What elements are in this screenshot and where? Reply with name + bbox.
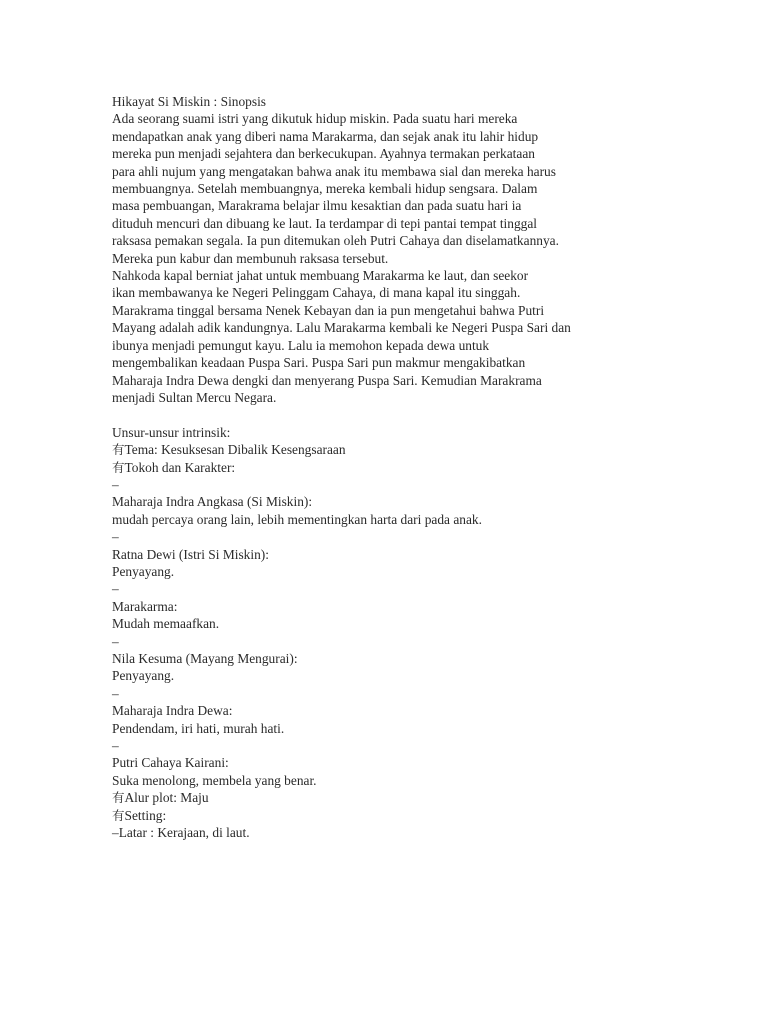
character-trait: Penyayang.	[112, 668, 175, 684]
dash-marker: –	[112, 581, 119, 597]
document-title: Hikayat Si Miskin : Sinopsis	[112, 94, 267, 109]
synopsis-line: ikan membawanya ke Negeri Pelinggam Cahaya, di mana kapal itu singgah.	[112, 285, 521, 301]
character-name: Putri Cahaya Kairani:	[112, 755, 229, 771]
synopsis-line: para ahli nujum yang mengatakan bahwa anak itu membawa sial dan mereka harus	[112, 163, 556, 179]
character-name: Maharaja Indra Dewa:	[112, 703, 233, 719]
synopsis-line: raksasa pemakan segala. Ia pun ditemukan oleh Putri Cahaya dan diselamatkannya.	[112, 233, 559, 249]
bullet-glyph: 有	[112, 442, 125, 458]
bullet-glyph: 有	[112, 459, 125, 475]
setting-heading: Setting:	[124, 807, 167, 823]
intrinsic-heading: Unsur-unsur intrinsik:	[112, 424, 231, 440]
document-page	[112, 93, 652, 841]
synopsis-line: Mereka pun kabur dan membunuh raksasa tersebut.	[112, 250, 389, 266]
latar-text: Latar : Kerajaan, di laut.	[118, 825, 250, 841]
character-trait: Suka menolong, membela yang benar.	[112, 772, 317, 788]
character-name: Nila Kesuma (Mayang Mengurai):	[112, 650, 298, 666]
dash-marker: –	[112, 529, 119, 545]
bullet-glyph: 有	[112, 790, 125, 806]
setting-item	[112, 807, 652, 824]
alur-item	[112, 789, 652, 806]
bullet-glyph: 有	[112, 807, 125, 823]
character-name: Ratna Dewi (Istri Si Miskin):	[112, 546, 269, 562]
synopsis-line: masa pembuangan, Marakrama belajar ilmu kesaktian dan pada suatu hari ia	[112, 198, 522, 214]
dash-marker: –	[112, 685, 119, 701]
synopsis-line: mereka pun menjadi sejahtera dan berkecukupan. Ayahnya termakan perkataan	[112, 146, 535, 162]
dash-marker: –	[112, 633, 119, 649]
character-name: Maharaja Indra Angkasa (Si Miskin):	[112, 494, 313, 510]
tokoh-heading: Tokoh dan Karakter:	[124, 459, 236, 475]
dash-marker: –	[112, 476, 119, 492]
synopsis-line: dituduh mencuri dan dibuang ke laut. Ia terdampar di tepi pantai tempat tinggal	[112, 215, 538, 231]
synopsis-line: Mayang adalah adik kandungnya. Lalu Marakarma kembali ke Negeri Puspa Sari dan	[112, 320, 571, 336]
character-trait: Penyayang.	[112, 563, 175, 579]
synopsis-line: Nahkoda kapal berniat jahat untuk membuang Marakarma ke laut, dan seekor	[112, 268, 529, 284]
synopsis-line: ibunya menjadi pemungut kayu. Lalu ia memohon kepada dewa untuk	[112, 337, 490, 353]
character-name: Marakarma:	[112, 598, 178, 614]
character-trait: Pendendam, iri hati, murah hati.	[112, 720, 285, 736]
blank-line	[112, 406, 652, 423]
dash-marker: –	[112, 825, 119, 841]
synopsis-line: Maharaja Indra Dewa dengki dan menyerang Puspa Sari. Kemudian Marakrama	[112, 372, 542, 388]
dash-marker: –	[112, 738, 119, 754]
synopsis-line: membuangnya. Setelah membuangnya, mereka kembali hidup sengsara. Dalam	[112, 181, 538, 197]
synopsis-paragraph	[112, 110, 652, 406]
synopsis-line: mendapatkan anak yang diberi nama Marakarma, dan sejak anak itu lahir hidup	[112, 128, 539, 144]
synopsis-line: mengembalikan keadaan Puspa Sari. Puspa Sari pun makmur mengakibatkan	[112, 355, 526, 371]
latar-item	[112, 824, 652, 841]
synopsis-line: menjadi Sultan Mercu Negara.	[112, 389, 277, 405]
tema-item	[112, 441, 652, 458]
alur-text: Alur plot: Maju	[124, 790, 209, 806]
tema-text: Tema: Kesuksesan Dibalik Kesengsaraan	[124, 442, 346, 458]
synopsis-line: Ada seorang suami istri yang dikutuk hidup miskin. Pada suatu hari mereka	[112, 111, 518, 127]
synopsis-line: Marakrama tinggal bersama Nenek Kebayan dan ia pun mengetahui bahwa Putri	[112, 302, 545, 318]
character-trait: Mudah memaafkan.	[112, 616, 220, 632]
character-trait: mudah percaya orang lain, lebih mementingkan harta dari pada anak.	[112, 511, 482, 527]
tokoh-item	[112, 459, 652, 476]
